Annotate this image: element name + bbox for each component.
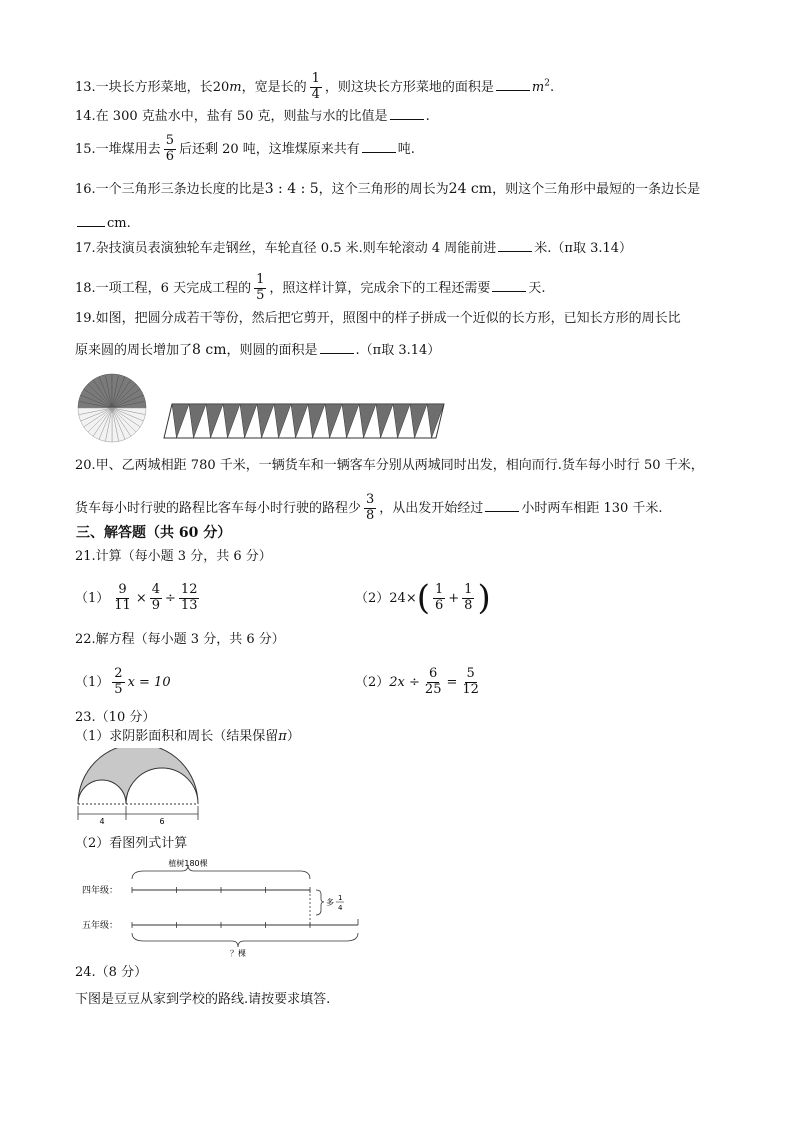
question-20 [75, 459, 704, 472]
q19-circle-rectangle-figure [74, 372, 454, 444]
fraction [423, 667, 444, 698]
q17-answer-blank[interactable] [498, 251, 532, 252]
question-20-line2 [75, 493, 663, 524]
q15-text: 15.一堆煤用去 [75, 141, 161, 157]
operator: + [448, 590, 460, 606]
q14-text: 14.在 300 克盐水中，盐有 50 克，则盐与水的比值是 [75, 109, 388, 124]
q15-text-b: 后还剩 20 吨，这堆煤原来共有 [178, 141, 360, 157]
frac-denominator: 11 [114, 597, 131, 613]
equals-sign: = [446, 674, 458, 690]
frac-denominator: 5 [256, 287, 265, 303]
bottom-label: ？棵 [230, 949, 246, 958]
question-23-title: 23.（10 分） [75, 710, 156, 725]
section-3-heading: 三、解答题（共 60 分） [76, 525, 232, 541]
q19-text-b: 原来圆的周长增加了 [75, 343, 193, 358]
frac-numerator: 3 [366, 492, 375, 507]
question-24-title: 24.（8 分） [75, 965, 148, 980]
expr-lead: 2x ÷ [389, 674, 420, 690]
q13-answer-unit: m [531, 79, 545, 95]
part-label: （1） [75, 590, 110, 606]
fraction [112, 667, 124, 698]
top-brace [132, 865, 310, 879]
equation-rest: x = 10 [127, 674, 171, 690]
q15-end: 吨. [397, 141, 415, 157]
frac-numerator: 4 [151, 582, 161, 597]
fraction [460, 667, 481, 698]
q19-value: 8 cm [192, 342, 227, 358]
frac-numerator: 1 [434, 582, 444, 597]
fraction [179, 583, 200, 614]
question-14 [75, 110, 430, 123]
q15-fraction [164, 134, 176, 165]
question-21-title: 21.计算（每小题 3 分，共 6 分） [75, 549, 272, 564]
q13-unit: m [229, 79, 242, 95]
q22-part1 [75, 667, 171, 698]
q16-ratio: 3 : 4 : 5 [264, 181, 319, 197]
q18-end: 天. [528, 280, 546, 296]
q17-text: 17.杂技演员表演独轮车走钢丝，车轮直径 0.5 米.则车轮滚动 4 周能前进 [75, 241, 497, 256]
q19-text: 19.如图，把圆分成若干等份，然后把它剪开，照图中的样子拼成一个近似的长方形，已知长方形的周长比 [75, 311, 681, 326]
part-label: （1） [75, 674, 110, 690]
part-label: （2） [355, 590, 390, 606]
question-16-line2 [75, 217, 131, 230]
frac-numerator: 12 [180, 582, 198, 597]
paren-right: ) [477, 578, 491, 619]
more-frac-num: 1 [338, 894, 343, 902]
frac-denominator: 8 [366, 507, 375, 523]
part-label: （2） [355, 674, 390, 690]
q16-perimeter: 24 cm [448, 181, 493, 197]
q16-text: 16.一个三角形三条边长度的比是 [75, 182, 265, 197]
question-15 [75, 134, 415, 165]
question-24-text: 下图是豆豆从家到学校的路线.请按要求填答. [75, 992, 331, 1007]
q15-answer-blank[interactable] [362, 152, 396, 153]
more-label: 多 [326, 898, 334, 907]
frac-numerator: 5 [466, 666, 475, 681]
frac-denominator: 6 [434, 597, 444, 613]
q13-superscript: 2 [544, 78, 550, 89]
q19-end: .（π取 3.14） [355, 343, 441, 358]
operator: ÷ [165, 590, 176, 606]
q20-fraction [364, 493, 376, 524]
frac-denominator: 4 [311, 86, 320, 102]
frac-numerator: 5 [165, 133, 174, 148]
q23-part2: （2）看图列式计算 [75, 836, 188, 851]
q20-text-c: ，从出发开始经过 [379, 500, 484, 516]
q18-fraction [254, 273, 266, 304]
row-label-grade4: 四年级： [82, 886, 119, 896]
frac-denominator: 8 [464, 597, 473, 613]
q20-end: 小时两车相距 130 千米. [521, 500, 663, 516]
frac-denominator: 9 [151, 597, 161, 613]
q13-text-c: ，则这块长方形菜地的面积是 [324, 79, 494, 95]
q23-part1-end: ） [286, 729, 300, 744]
q13-text: 13.一块长方形菜地，长 [75, 79, 213, 95]
fraction [462, 583, 474, 614]
q17-end: 米.（π取 3.14） [534, 241, 633, 256]
fraction [150, 583, 162, 614]
q13-fraction [310, 72, 322, 103]
q13-answer-blank[interactable] [496, 90, 530, 91]
frac-numerator: 9 [118, 582, 127, 597]
q18-text-b: ，照这样计算，完成余下的工程还需要 [269, 280, 491, 296]
q23-tree-planting-diagram [74, 855, 374, 960]
expr-lead: 24× [389, 590, 417, 606]
q16-answer-blank[interactable] [77, 226, 105, 227]
q18-answer-blank[interactable] [492, 291, 526, 292]
q23-part1 [75, 730, 300, 743]
frac-numerator: 6 [429, 666, 438, 681]
q23-part1-text: （1）求阴影面积和周长（结果保留 [75, 729, 279, 744]
question-19 [75, 312, 681, 325]
q13-text-b: ，宽是长的 [241, 79, 307, 95]
q18-text: 18.一项工程，6 天完成工程的 [75, 280, 252, 296]
operator: × [135, 590, 147, 606]
pi-symbol: π [278, 729, 287, 744]
bottom-brace [132, 933, 358, 947]
q16-end: cm. [107, 216, 131, 231]
more-frac-den: 4 [338, 904, 343, 912]
shaded-region [78, 748, 198, 804]
frac-numerator: 1 [256, 272, 265, 287]
bar-top-label: 植树180棵 [168, 859, 208, 868]
question-22-title: 22.解方程（每小题 3 分，共 6 分） [75, 632, 285, 647]
frac-denominator: 25 [424, 681, 442, 697]
q20-answer-blank[interactable] [485, 511, 519, 512]
frac-denominator: 6 [165, 148, 174, 164]
q21-part1 [75, 583, 202, 614]
more-brace [316, 890, 324, 915]
paren-left: ( [416, 578, 430, 619]
q14-end: . [425, 109, 430, 124]
q21-part2 [355, 578, 491, 619]
approx-rectangle [164, 404, 444, 438]
q13-length: 20 [212, 79, 230, 95]
question-19-line2 [75, 343, 440, 357]
question-16 [75, 182, 700, 196]
q23-shaded-area-figure [74, 748, 214, 828]
fraction [112, 583, 133, 614]
q14-answer-blank[interactable] [390, 119, 424, 120]
frac-denominator: 13 [180, 597, 198, 613]
q19-answer-blank[interactable] [320, 353, 354, 354]
row-label-grade5: 五年级： [82, 921, 119, 931]
frac-numerator: 2 [114, 666, 123, 681]
dim-label-right: 6 [159, 817, 165, 826]
fraction [433, 583, 445, 614]
frac-denominator: 12 [462, 681, 479, 697]
q13-end: . [549, 79, 555, 95]
q22-part2 [355, 667, 484, 698]
frac-denominator: 5 [114, 681, 123, 697]
question-17 [75, 242, 632, 255]
q16-text-c: ，则这个三角形中最短的一条边长是 [492, 182, 701, 197]
question-18 [75, 273, 546, 304]
sector-circle [78, 374, 146, 442]
question-13 [75, 72, 554, 103]
frac-numerator: 1 [464, 582, 473, 597]
frac-numerator: 1 [311, 71, 320, 86]
q16-text-b: ，这个三角形的周长为 [318, 182, 449, 197]
q19-text-c: ，则圆的面积是 [226, 343, 318, 358]
q20-text: 20.甲、乙两城相距 780 千米，一辆货车和一辆客车分别从两城同时出发，相向而行.货车每小时行 50 千米， [75, 458, 704, 473]
q20-text-b: 货车每小时行驶的路程比客车每小时行驶的路程少 [75, 500, 362, 516]
dim-label-left: 4 [99, 817, 105, 826]
